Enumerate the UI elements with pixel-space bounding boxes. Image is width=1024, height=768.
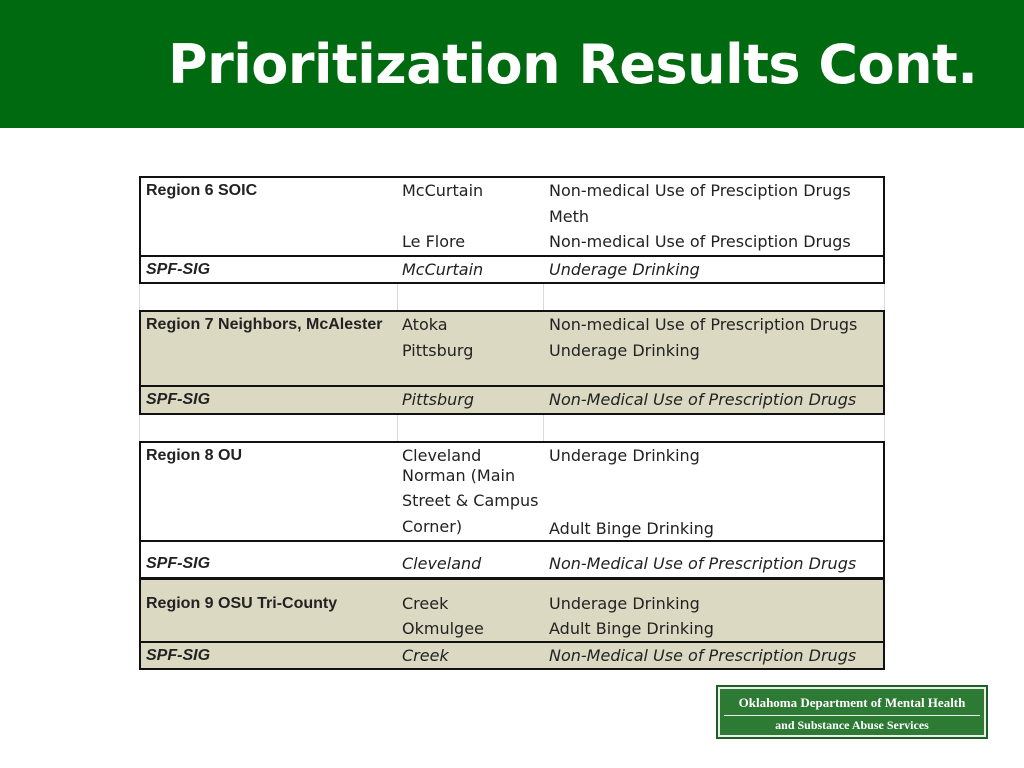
- county-cell: McCurtain: [402, 259, 484, 279]
- spf-sig-label: SPF-SIG: [146, 554, 211, 572]
- issue-cell: Non-medical Use of Prescription Drugs: [549, 315, 858, 334]
- county-cell: Cleveland: [402, 553, 482, 573]
- issue-cell: Underage Drinking: [549, 445, 700, 465]
- region-6-block: [139, 176, 885, 256]
- issue-cell: Adult Binge Drinking: [549, 518, 714, 538]
- region-7-spf-row: [139, 386, 885, 415]
- table-row: [141, 443, 883, 463]
- table-row: [141, 463, 883, 489]
- county-cell: Pittsburg: [402, 340, 474, 360]
- issue-cell: Non-Medical Use of Prescription Drugs: [549, 390, 857, 409]
- region-name: Region 6 SOIC: [146, 182, 258, 199]
- region-9-spf-row: [139, 642, 885, 671]
- table-row: [141, 204, 883, 230]
- region-7-block: [139, 310, 885, 386]
- slide-title: Prioritization Results Cont.: [168, 33, 978, 96]
- table-row: [141, 616, 883, 642]
- county-cell: Creek: [402, 645, 449, 665]
- county-cell: Corner): [402, 516, 463, 536]
- logo-divider: [724, 715, 980, 716]
- county-cell: Pittsburg: [402, 390, 475, 409]
- issue-cell: Non-medical Use of Presciption Drugs: [549, 232, 851, 251]
- region-8-spf-row: [139, 541, 885, 578]
- logo-line-1: Oklahoma Department of Mental Health: [738, 695, 966, 710]
- table-row: [141, 488, 883, 514]
- region-8-block: [139, 441, 885, 541]
- issue-cell: Adult Binge Drinking: [549, 619, 714, 638]
- county-cell: Norman (Main: [402, 465, 516, 485]
- county-cell: Cleveland: [402, 445, 482, 465]
- county-cell: Le Flore: [402, 232, 466, 251]
- issue-cell: Underage Drinking: [549, 593, 700, 613]
- county-cell: Creek: [402, 593, 449, 613]
- prioritization-table: [139, 176, 885, 670]
- region-6-spf-row: [139, 256, 885, 285]
- region-9-block: [139, 578, 885, 642]
- region-name: Region 7 Neighbors, McAlester: [146, 316, 383, 333]
- issue-cell: Meth: [549, 206, 590, 226]
- issue-cell: Underage Drinking: [549, 259, 700, 279]
- logo-line-2: and Substance Abuse Services: [775, 718, 929, 732]
- odmhsas-logo: [716, 685, 988, 739]
- county-cell: McCurtain: [402, 181, 484, 200]
- table-row: [141, 591, 883, 617]
- region-name: Region 9 OSU Tri-County: [146, 594, 338, 612]
- issue-cell: Non-medical Use of Presciption Drugs: [549, 181, 851, 200]
- issue-cell: Non-Medical Use of Prescription Drugs: [549, 553, 857, 573]
- region-name: Region 8 OU: [146, 446, 243, 464]
- county-cell: Street & Campus: [402, 491, 539, 510]
- table-spacer: [139, 415, 885, 441]
- table-row: [141, 514, 883, 540]
- table-row: [141, 312, 883, 338]
- table-row: [141, 229, 883, 255]
- spf-sig-label: SPF-SIG: [146, 260, 211, 278]
- title-bar: [0, 0, 1024, 128]
- issue-cell: Underage Drinking: [549, 340, 700, 360]
- table-row: [141, 338, 883, 364]
- county-cell: Okmulgee: [402, 619, 484, 638]
- table-spacer: [139, 284, 885, 310]
- spf-sig-label: SPF-SIG: [146, 391, 211, 408]
- spf-sig-label: SPF-SIG: [146, 646, 211, 664]
- table-row: [141, 178, 883, 204]
- issue-cell: Non-Medical Use of Prescription Drugs: [549, 645, 857, 665]
- county-cell: Atoka: [402, 315, 448, 334]
